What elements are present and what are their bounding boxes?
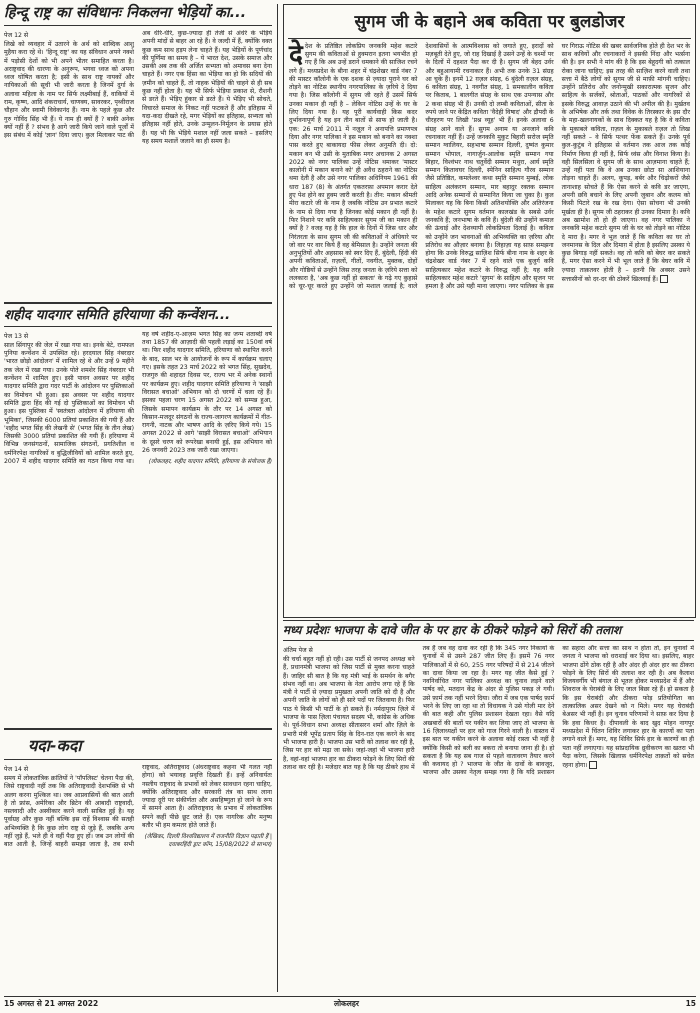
article-mp-bjp <box>283 620 694 990</box>
column-separator <box>277 4 278 992</box>
article-title: शहीद यादगार समिति हरियाणा की कन्वेंशन... <box>4 306 272 327</box>
drop-cap: दे <box>289 39 303 70</box>
continuation-note: अंतिम पेज से <box>283 646 313 654</box>
article-title: मध्य प्रदेशः भाजपा के दावे जीत के पर हार के ठीकरे फोड़ने को सिरों की तलाश <box>283 620 694 641</box>
end-mark-icon <box>589 761 597 769</box>
continuation-note: पेज 12 से <box>4 31 29 39</box>
article-body: समय में लोकतांत्रिक क्रांतियों ने 'पॉपलिस्ट' चेतना पैदा की, जिसे राष्ट्रवादी नहीं तक कि अतिराष्ट्रवादी देशभक्ति से भी अलग करना मुश्किल था। जब आप्रवासियों की बात आती है तो फ्रांस, अमेरिका और ब्रिटेन की आबादी राष्ट्रवादी, नस्लवादी और अस्वीकार करने वाली साबित हुई है। यह पूर्वाग्रह और कुछ नहीं बल्कि इस राहें विश्वास की सतही अभिव्यक्ति है कि कुछ लोग राष्ट्र से जुड़े हैं, जबकि अन्य नहीं जुड़े हैं, भले ही वे वहीं पैदा हुए हों। जब उन लोगों की बात आती है, जिन्हें बाहरी समझा जाता है, तब सभी राष्ट्रवाद, अतिराष्ट्रवाद (अंधराष्ट्रवाद कहना भी गलत नहीं होगा) को भयावह प्रवृत्ति दिखती हैं। इन्हें अनिवार्यतः नस्लीय राष्ट्रवाद के प्रभावों को लेकर सावधान रहना चाहिए, क्योंकि अतिराष्ट्रवाद और सरकारी तंत्र का साथ लाना ज्यादा दूरी पर संकीर्णता और असहिष्णुता हो जाने के रूप में सामने आता है। अतिराष्ट्रवाद के प्रभाव में लोकतांत्रिक सपने कहीं पीछे छूट जाते हैं। एक नागरिक और मनुष्य बतौर भी हम कमतर होते जाते हैं। <box>4 764 272 849</box>
article-yada-kada <box>4 732 272 990</box>
article-body: लिखे को व्यवहार में उतारने के अर्थ को शाब्दिक आशु मुहैया करा रहे थे। 'हिन्दू राष्ट्र' का यह संविधान अपने नक्शे में पड़ोसी देशों को भी अपने भीतर समाहित करता है। अराष्ट्रवाद की धारणा के अनुरूप, भगवा ध्वज को अपना ध्वज घोषित करता है; इसी के साथ राष्ट्र नायकों और नायिकाओं की सूची भी जारी करता है जिनमें दुर्गा के अलावा महिला के नाम पर सिर्फ लक्ष्मीबाई हैं, वाकियों में राम, कृष्ण, आदि शंकराचार्य, चाणक्य, सावरकर, पृथ्वीराज चौहान और स्वामी विवेकानंद हैं। नाम के पहले कुछ और गुरु गोविंद सिंह भी हैं। ये नाम ही क्यों हैं ? बाकी अनेक क्यों नहीं हैं ? संभव है आगे जारी किये जाने वाले पूर्जों में इस संबंध में कोई 'ज्ञान' दिया जाए। कुल मिलाकर पाट की अब धीरे-धीरे, कुछ-ज्यादा ही तेजी से अंधेरे के भेड़िये अपनी मांदों से बाहर आ रहे हैं। वे जल्दी में हैं, क्योंकि वक्त कुछ कम साथ हड़प लेना चाहते हैं। यह भेड़ियों के पूर्णचांद की पूर्णिमा का समय है – ये भारत देश, उसके समाज और उसकी अब तक की अर्जित सभ्यता को अमावस बना देना चाहते हैं। नगर एक हिंसा का भेड़िया का हो कि सदियों की ज़मीन को चाहते हैं, तो नाहक भेड़ियों की चाहने से ही सब कुछ नहीं होता है। यह भी सिर्फ भेड़िया प्रकाश से, रौशनी से डरते हैं। भेड़िए हुंकार से डरते हैं। ये भेड़िए भी सोचते, विचारते समाज के निकट नहीं फटकते हैं और इतिहास में यदा-कदा दीखते रहे, मगर भेड़ियों का इतिहास, सभ्यता को इतिहास नहीं होते, उनके उन्मूलन-निर्मूलन के प्रयास होते हैं। यह भी कि भेड़िये मशाल नहीं जला सकते – इसलिए यह समय मशालें जलाने का ही समय है। <box>4 29 272 145</box>
article-body: साल सिंगापुर की जेल में रखा गया था। इनके बेटे, रामफल पुनिया कन्वेंशन में उपस्थित रहे। हरदयाल सिंह नंबरदार 'भारत छोड़ो आंदोलन' में शामिल रहे थे और उन्हें 9 महीने तक जेल में रखा गया। उनके पोते शमशेर सिंह नंबरदार भी कन्वेंशन में शामिल हुए। इसी पावन अवसर पर शहीद यादगार समिति द्वारा गदर पार्टी के आंदोलन पर पुस्तिकाओं का विमोचन भी हुआ। इस अवसर पर शहीद यादगार समिति द्वारा हिंद की गई दो पुस्तिकाओं का विमोचन भी हुआ। इस पुस्तिका में 'स्वतंत्रता आंदोलन में हरियाणा की भूमिका', जिसकी 6000 प्रतियां प्रकाशित की गयी हैं और 'शहीद भगत सिंह की लेखनी से' (भगत सिंह के तीन लेख) जिसकी 3000 प्रतियां प्रकाशित की गयी हैं। हरियाणा में विभिन्न जनसंगठनों, सामाजिक संगठनों, प्रगतिशील व धर्मनिरपेक्ष नागरिकों व बुद्धिजीवियों को शामिल करते हुए, 2007 में शहीद यादगार समिति का गठन किया गया था। यह वर्ष शहीद-ए-आज़म भगत सिंह का जन्म शताब्दी वर्ष तथा 1857 की आज़ादी की पहली लड़ाई का 150वां वर्ष था। फिर शहीद यादगार समिति, हरियाणा को स्थापित करने के बाद, साल भर के आयोजनों के रूप में कार्यक्रम चलाए गए। इसके तहत 23 मार्च 2022 को भगत सिंह, सुखदेव, राजगुरु की शहादत दिवस पर, राज्य भर में अनेक स्थानों पर कार्यक्रम हुए। शहीद यादगार समिति हरियाणा ने 'साझी विरासत बचाओ' अभियान को दो चरणों में चला रहे हैं। इसका पहला चरण 15 अगस्त 2022 को सम्पन्न हुआ, जिसके समापन कार्यक्रम के तौर पर 14 अगस्त को किसान-मजदूर संगठनों के राज्य-जागरण कार्यक्रमों में गीत-रागनी, नाटक और भाषण आदि के ज़रिए किये गये। 15 अगस्त 2022 से आगे 'साझी विरासत बचाओ' अभियान के दूसरे चरण को रूपरेखा बनायी हुई, इस अभियान को 26 जनवरी 2023 तक जारी रखा जाएगा। <box>4 330 272 465</box>
article-sugam-box <box>283 4 696 618</box>
divider <box>4 302 272 304</box>
continuation-note: पेज 13 से <box>4 332 29 340</box>
article-body: देदेश के प्रतिष्ठित लोकप्रिय जनकवि महेश कटारे सुगम की कविताओं से हुक्मरान इतना भयभीत हो गए हैं कि अब उन्हें डराने धमकाने की साजिश रचने लगे हैं। मध्यप्रदेश के बीना शहर में चंद्रशेखर वार्ड नंबर 7 की मास्टर कॉलोनी के एक दशक से ज़्यादा पुराने घर को तोड़ने का नोटिस स्थानीय नगरपालिका के ज़रिये दे दिया गया है। जिस कॉलोनी में सुगम जी रहते हैं उसमें सिर्फ उनका मकान ही नहीं है – लेकिन नोटिस उन्हें के घर के लिए दिया गया है। यह पूरी कार्यवाही किस कदर दुर्भावनापूर्ण है यह इन तीन बातों से साफ हो जाती है। एक: 26 मार्च 2011 में नज़ूल ने अनापत्ति प्रमाणपत्र दिया और नगर पालिका ने इस मकान को बनाने का नक्शा पास करते हुए बाकायदा फीस लेकर अनुमति दी। दो: मकान बन भी उसी के मुताबिक मगर अचानक 2 अगस्त 2022 को नगर पालिका उन्हें नोटिस थमाकर 'मास्टर कालोनी में मकान बनाने को' ही अवैध ठहराने का नोटिस थमा देती है और उसे नगर पालिका अधिनियम 1961 की धारा 187 (8) के अंतर्गत एकतरफ़ा अपमान करार देते हुए पेश होने का हुक्म जारी करती है। तीन: मकान श्रीमती मीरा कटारे जी के नाम है जबकि नोटिस उन प्रभात कटारे के नाम से दिया गया है जिनका कोई मकान ही नहीं है। फिर निशाने पर कवि साहित्यकार सुगम जी का मकान ही क्यों है ? वजह यह है कि हाल के दिनों में जिस धार और निरंतरता के साथ सुगम जी की कविताओं ने अंधियारे पर जो वार पर वार किये हैं वह बेमिसाल है। उन्होंने जनता की अनुभूतियों और अहसास को स्वर दिए हैं, बुंदेली, हिंदी की अपनी कविताओं, ग़ज़लों, गीतों, नवगीत, मुक्तक, दोहों और गोष्ठियों से उन्होंने जिस तरह जनता के ज़रिये सत्ता को ललकारा है, 'अब कुछ नहीं हो सकता' के गढ़े गए कुहासे को चूर-चूर करते हुए उन्होंने जो मशाल जलाई है; वाले देशवासियों के आत्मविश्वास को जगाते हुए, इरादों को मज़बूती देते हुए, जो राह दिखाई है उसने उन्हें के चश्मों पर के दिलों में दहशत पैदा कर दी है। सुगम जी बेहद उर्वर और बहुआयामी रचनाकार हैं। अभी तक उनके 31 संग्रह आ चुके हैं। इनमें 12 ग़ज़ल संग्रह, 6 बुंदेली ग़ज़ल संग्रह, 6 कविता संग्रह, 1 नवगीत संग्रह, 1 समकालीन कविता पर किताब, 1 बालगीत संग्रह के साथ एक उपन्यास और 2 कथा संग्रह भी हैं। उनकी दो लम्बी कविताओं, सीता के रुपये जाने पर केंद्रित कविता 'वैदेही विषाद' और द्रौपदी के चीरहरण पर लिखी 'प्रश्न व्यूह' भी हैं। इनके अलावा 6 संग्रह आने वाले हैं। सुगम अनाम या अनजाने कवि रचनाकार नहीं हैं। उन्हें जनकवि मुकुट बिहारी सरोज स्मृति सम्मान ग्वालियर, सहभाषा सम्मान दिल्ली, दुष्यंत कुमार सम्मान भोपाल, नागार्जुन-आलोक स्मृति सम्मान गया बिहार, विश्वंभर नाथ चतुर्वेदी सम्मान मथुरा, आर्य स्मृति सम्मान कितावघर दिल्ली, स्पेनिन साहित्य गौरव सम्मान जैसे प्रतिष्ठित, कमलेश्वर कथा स्मृति सम्मान मुम्बई, लोक साहित्य अलंकरण सम्मान, मार बहादुर रक्तक सम्मान आदि अनेक सम्मानों से सम्मानित किया जा चुका है। कुल मिलाकर यह कि बिना किसी अतिशयोक्ति और अतिरंजना के महेश कटारे सुगम वर्तमान कालखंड के सबसे उर्वर जनकवि हैं; जनभाषा के कवि हैं। बुंदेली की उन्होंने कमाल की ऊंचाई और देशव्यापी लोकप्रियता दिलाई है। कविता को उन्होंने जन भावनाओं की अभिव्यक्ति का ज़रिया और प्रतिरोध का औज़ार बनाया है। लिहाज़ा यह साफ़ समझना होगा कि उनके विरुद्ध साज़िश सिर्फ बीना नाम के शहर के चंद्रशेखर वार्ड नंबर 7 में रहने वाले एक बुजुर्ग कवि साहित्यकार महेश कटारे के विरुद्ध नहीं है; यह कवि साहित्यकार महेश कटारे 'सुगम' के साहित्य और सृजन पर हमला है और उसे यही माना जाएगा। नगर पालिका के इस घर गिराऊ नोटिस की खबर सार्वजनिक होते ही देश भर के साथ कवियों और रचनाकारों ने इसकी निंदा और भर्त्सना की है। इन सभी ने मांग की है कि इस बेहूदगी को तत्काल रोका जाना चाहिए; इस तरह की साज़िश करने वाली तथा सत्ता में बैठे लोगों को सुगम जी से माफ़ी मांगनी चाहिए। उन्होंने प्रतिरोध और जनोन्मुखी सकारात्मक सृजन और साहित्य के सर्जकों, श्रोताओं, पाठकों और नागरिकों से इसके विरुद्ध आवाज़ उठाने की भी अपील की है। मुर्खतव के अभिषेक और तर्क तथा विवेक के तिरस्कार के इस दौर के महा-खलनायकों के साथ दिक्कत यह है कि वे कविता के मुकाबले कविता, ग़ज़ल के मुकाबले ग़ज़ल तो लिख नहीं सकते – वे सिर्फ पत्थर फेंक सकते हैं। उनके पूर्व कुल-कुटुंब ने इतिहास से वर्तमान तक आज तक कोई निर्माण किया ही नहीं है, सिर्फ ध्वंस और विनाश किया है। वही सिलसिला वे सुगम जी के साथ आज़माना चाहते हैं; उन्हें नहीं पता कि वे अब उनका छोटा सा आशियाना तोड़ना चाहते हैं। अलग, कूपड़, बर्बर और चिढ़ोकरों जैसे तानाशाह सोचते हैं कि ऐसा करने से कवि डर जाएगा, अपनी छवि बचाने के लिए अपनी जुबान और कलम को किसी पिटारे रख के रख देगा। ऐसा सोचना भी उनकी मूर्खता ही है। सुगम जी ठहराकर ही उनका दिमाग़ है। कवि अब खामोश तो हो ही जाएगा। वह नगर पालिका ने जनकवि महेश कटारे सुगम जी के घर को तोड़ने का नोटिस दे मारा है। मगर वे भूल जाते हैं कि कविता का घर तो जनमानस के दिल और दिमाग़ में होता है इसलिए उसका ये कुछ बिगाड़ नहीं सकते। वह तो कवि को बेघर कर सकते हैं, मगर ऐसा करने में भी भूल जाते हैं कि बेघर कवि में ज़्यादा ताक़तवर होती है – इतनी कि अक्सर उसने सत्तासीनों को दर-दर की ठोकरें खिलवाई हैं। <box>289 39 690 291</box>
page-footer <box>4 996 696 1011</box>
article-title: यदा-कदा <box>4 732 272 760</box>
issue-date: 15 अगस्त से 21 अगस्त 2022 <box>4 999 99 1008</box>
page-number: 15 <box>685 999 696 1008</box>
article-title: हिन्दू राष्ट्र का संविधानः निकलना भेड़ियों का... <box>4 4 272 26</box>
author-credit: (लेखिका, दिल्ली विश्वविद्यालय में राजनीति विज्ञान पढ़ाती हैं | दवाबरहिंदी ड्राट कॉम, 15/08/2022 से साभार) <box>144 834 272 849</box>
article-title: सुगम जी के बहाने अब कविता पर बुलडोजर <box>288 5 691 39</box>
divider <box>4 728 272 730</box>
newspaper-page <box>4 4 696 992</box>
end-mark-icon <box>660 275 668 283</box>
author-credit: (लोकलहर, शहीद यादगार समिति, हरियाणा के संयोजक हैं) <box>148 459 272 466</box>
newspaper-name: लोकलहर <box>334 999 359 1008</box>
article-body: की चर्चा बहुत नहीं हो रही। उस पार्टी से जनपद अध्यक्ष बने हैं, प्रधानमंत्री भाजपा को जिस पार्टी से मुक्त करना चाहते हैं। जाहिर सी बात है कि यह मंत्री भाई के समर्थन के बगैर संभव नहीं था। अब भाजपा के नेता आरोप लगा रहे हैं कि मंत्री ने पार्टी से ज़्यादा प्रमुखता अपनी जाति को दी है और अपनी जाति के लोगों को ही सारे पदों पर जितवाया है। फिर पाठ ये किसी भी पार्टी के हो सकते हैं। नर्मदापुरम ज़िले में भाजपा के पास ज़िला पंचायत सदस्य भी, कांग्रेस के अधिक थे। पूर्व-विधान सभा अध्यक्ष सीतासरन शर्मा और ज़िले के प्रभारी मंत्री भूपेंद्र प्रताप सिंह के दिन-रात एक करने के बाद भी भाजपा हारी है। भाजपा उस भारी को तलाश कर रही है, जिस पर हार को मढ़ा जा सके। जहां-जहां भी भाजपा हारी है, वहां-वहां भाजपा हार का ठीकरा फोड़ने के लिए सिरों की तलाश कर रही है। मजेदार बात यह है कि यह ठीकरे हाथ में तब हैं जब वह दावा कर रही है कि 345 नगर निकायों के चुनावों में से उसने 287 जीत लिए हैं। इसमें 76 नगर पालिकाओं में से 60, 255 नगर परिषदों में से 214 जीतने का दावा किया जा रहा है। मगर यह जीत कैसे हुई ? नवनिर्वाचित नगर पालिका अध्यक्ष का चुनाव लड़ने वाले पार्षद को, मतदान केंद्र के अंदर से पुलिस पकड़ ले गयी। उसे फ़ार्म तक नहीं भरने दिया। जौरा में जब एक पार्षद फ़ार्म भरने के लिए जा रहा था तो विधायक ने उसे गोली मार देने की बात कही और पुलिस प्रशासन देखता रहा। वैसे यदि अखबारों की बातों पर यकीन कर लिया जाए तो भाजपा के 16 ज़िलाध्यक्षों पर हार को गाज गिरने वाली है। वास्तव में इस बात पर यकीन करने के अलावा कोई रास्ता भी नहीं है क्योंकि किसी को बली का बकरा तो बनाया जाना ही है। हो सकता है कि यह सब गाज से पहले वातावरण तैयार करने की कवायद हो ? भाजपा के जीत के दावों के बावजूद, भाजपा और उसका नेतृत्व समझ गया है कि यदि प्रशासन का सहारा और सत्ता का साथ न होता तो, इन चुनावों में जनता ने भाजपा को धराशाई कर दिया था। इसलिए, बाहर भाजपा ढोंगे ठोक रही है और अंदर ही अंदर हार का ठीकरा फोड़ने के लिए सिरों की तलाश कर रही है। अब कैलाश विजयवर्गीय भी बंगाल से भूतल होकर मध्यप्रदेश में हैं और शिवराज के घेराबंदी के लिए जाल बिछा रहे हैं। हो सकता है कि इस घेराबंदी और ठीकरा फोड़ प्रतियोगिता का तात्कालिक असर देखने को न मिले। मगर यह घेराबंदी बेअसर भी नहीं है। इन चुनाव परिणामों ने साफ़ कर दिया है कि हवा किधर है। दीपावली के बाद खुद मोहन नागपुर मध्यप्रदेश में चिंतन शिविर लगाकर हार के कारणों का पता लगाने वाले हैं। मगर, यह शिविर सिर्फ हार के कारणों का ही पता नहीं लगाएगा। यह सांप्रदायिक ध्रुवीकरण का खतरा भी पैदा करेगा, जिसके खिलाफ़ धर्मनिरपेक्ष ताक़तों को सचेत रहना होगा। <box>283 644 694 777</box>
article-convention <box>4 306 272 726</box>
article-constitution <box>4 4 272 300</box>
continuation-note: पेज 14 से <box>4 766 29 773</box>
